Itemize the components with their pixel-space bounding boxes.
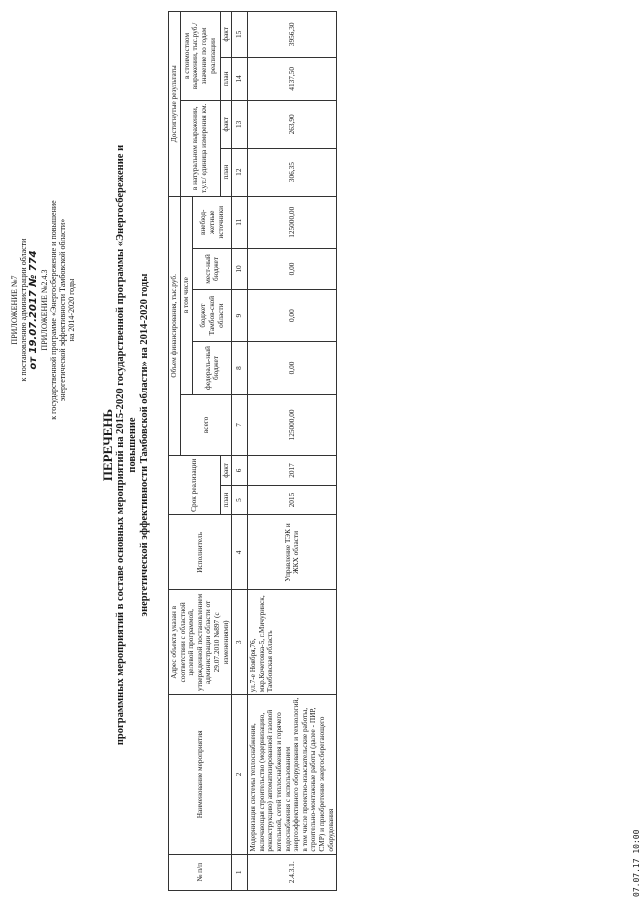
header-cost-plan: план xyxy=(220,57,232,100)
document-title-line1: программных мероприятий в составе основных мероприятий на 2015-2020 государственной программы «Энергосбережение и повышение xyxy=(115,144,138,746)
col-number: 12 xyxy=(232,148,248,196)
row-term-plan: 2015 xyxy=(248,485,337,515)
header-term-fact: факт xyxy=(220,456,232,486)
header-term-plan: план xyxy=(220,485,232,515)
col-number: 2 xyxy=(232,695,248,854)
row-nat-fact: 263,90 xyxy=(248,100,337,148)
header-results: Достигнутые результаты xyxy=(169,12,181,197)
document-heading: ПЕРЕЧЕНЬ xyxy=(100,408,115,482)
row-address: ул.7-е Ноября,76, мкр.Кочетовка-5, г.Мичуринск, Тамбовская область xyxy=(248,590,337,695)
row-local: 0,00 xyxy=(248,249,337,290)
col-number: 15 xyxy=(232,12,248,58)
table-row xyxy=(248,12,337,891)
header-local: мест-ный бюджет xyxy=(193,249,232,290)
col-number: 8 xyxy=(232,342,248,394)
col-number: 14 xyxy=(232,57,248,100)
row-cost-fact: 3956,30 xyxy=(248,12,337,58)
row-num: 2.4.3.1. xyxy=(248,854,337,890)
col-number: 10 xyxy=(232,249,248,290)
measures-table xyxy=(168,11,337,891)
row-cost-plan: 4137,50 xyxy=(248,57,337,100)
program-reference-line2: энергетической эффективности Тамбовской области» xyxy=(58,218,67,402)
row-executor: Управление ТЭК и ЖКХ области xyxy=(248,515,337,590)
header-address: Адрес объекта указан в соответствии с областной целевой программой, утвержденной постановлением администрации области от 29.07.2010 №897 (с изменениями) xyxy=(169,590,232,695)
appendix-number: ПРИЛОЖЕНИЕ №7 xyxy=(10,275,19,345)
col-number: 1 xyxy=(232,854,248,890)
header-incl: в том числе xyxy=(180,196,193,394)
col-number: 11 xyxy=(232,196,248,248)
col-number: 5 xyxy=(232,485,248,515)
title-block xyxy=(100,125,151,765)
header-federal: федераль-ный бюджет xyxy=(193,342,232,394)
header-term: Срок реализации xyxy=(169,456,221,515)
row-regional: 0,00 xyxy=(248,289,337,341)
row-nat-plan: 306,35 xyxy=(248,148,337,196)
row-total: 125000,00 xyxy=(248,394,337,455)
header-executor: Исполнитель xyxy=(169,515,232,590)
row-extra: 125000,00 xyxy=(248,196,337,248)
header-num: № п/п xyxy=(169,854,232,890)
col-number: 13 xyxy=(232,100,248,148)
header-nat-fact: факт xyxy=(220,100,232,148)
row-term-fact: 2017 xyxy=(248,456,337,486)
row-name: Модернизация системы теплоснабжения, включающая строительство (модернизацию, реконструкцию) автоматизированной газовой котельной, сетей теплоснабжения и горячего водоснабжения с использованием энергоэффективного оборудования и технологий, в том числе проектно-изыскательские работы, строительно-монтажные работы (далее - ПИР, СМР) и приобретение энергосберегающего оборудования xyxy=(248,695,337,854)
document-title-line2: энергетической эффективности Тамбовской области» на 2014-2020 годы xyxy=(139,273,150,617)
resolution-reference: к постановлению администрации области xyxy=(19,238,28,382)
col-number: 7 xyxy=(232,394,248,455)
handwritten-date-number: от 19.07.2017 № 774 xyxy=(28,250,39,370)
print-timestamp: 07.07.17 10:00 xyxy=(632,829,641,897)
header-natural: в натуральном выражении, т.у.т./ единица измерения км. xyxy=(180,100,220,196)
row-federal: 0,00 xyxy=(248,342,337,394)
header-extra: внебюд-жетные источники xyxy=(193,196,232,248)
header-total: всего xyxy=(180,394,232,455)
column-numbers-row xyxy=(232,12,248,891)
col-number: 3 xyxy=(232,590,248,695)
program-reference-line1: к государственной программе «Энергосбережение и повышение xyxy=(49,200,58,420)
header-cost-fact: факт xyxy=(220,12,232,58)
col-number: 9 xyxy=(232,289,248,341)
sub-appendix-number: ПРИЛОЖЕНИЕ №2.4.3 xyxy=(40,269,49,351)
header-cost: в стоимостном выражении, тыс.руб./ значение по годам реализации xyxy=(180,12,220,101)
header-name: Наименование мероприятия xyxy=(169,695,232,854)
header-nat-plan: план xyxy=(220,148,232,196)
program-reference-line3: на 2014-2020 годы xyxy=(67,278,76,342)
col-number: 4 xyxy=(232,515,248,590)
approval-block xyxy=(10,145,76,475)
header-regional: бюджет Тамбов-ской области xyxy=(193,289,232,341)
header-row-1 xyxy=(169,12,181,891)
col-number: 6 xyxy=(232,456,248,486)
header-funding: Объем финансирования, тыс.руб. xyxy=(169,196,181,456)
